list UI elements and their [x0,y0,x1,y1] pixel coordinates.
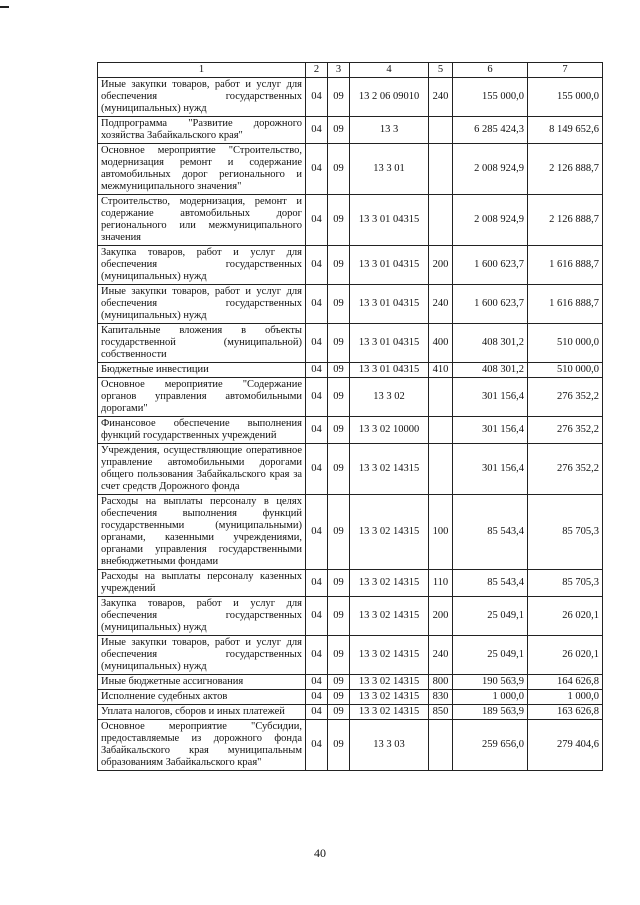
amount-col-6: 301 156,4 [453,444,528,495]
table-row [98,690,603,705]
section-code: 04 [306,636,328,675]
amount-col-7: 26 020,1 [528,636,603,675]
target-article-code: 13 3 02 14315 [350,444,429,495]
table-row [98,597,603,636]
header-cell: 3 [328,63,350,78]
amount-col-6: 1 600 623,7 [453,285,528,324]
expense-type-code [429,117,453,144]
amount-col-7: 26 020,1 [528,597,603,636]
section-code: 04 [306,690,328,705]
amount-col-6: 408 301,2 [453,324,528,363]
row-name: Основное мероприятие "Строительство, модернизация ремонт и содержание автомобильных дорог регионального и межмуниципального значения" [98,144,306,195]
row-name: Строительство, модернизация, ремонт и содержание автомобильных дорог регионального или межмуниципального значения [98,195,306,246]
target-article-code: 13 3 02 14315 [350,705,429,720]
amount-col-7: 2 126 888,7 [528,195,603,246]
header-row [98,63,603,78]
amount-col-6: 85 543,4 [453,495,528,570]
expense-type-code [429,417,453,444]
target-article-code: 13 3 02 14315 [350,636,429,675]
subsection-code: 09 [328,690,350,705]
section-code: 04 [306,675,328,690]
amount-col-7: 85 705,3 [528,495,603,570]
header-cell: 2 [306,63,328,78]
table-row [98,417,603,444]
target-article-code: 13 3 01 04315 [350,285,429,324]
amount-col-6: 2 008 924,9 [453,195,528,246]
table-row [98,705,603,720]
row-name: Иные бюджетные ассигнования [98,675,306,690]
row-name: Бюджетные инвестиции [98,363,306,378]
table-row [98,378,603,417]
header-cell: 1 [98,63,306,78]
section-code: 04 [306,246,328,285]
section-code: 04 [306,597,328,636]
expense-type-code: 850 [429,705,453,720]
row-name: Расходы на выплаты персоналу в целях обеспечения выполнения функций государственными (муниципальными) органами, казенными учреждениями, органами управления государственными внебюджетными фондами [98,495,306,570]
subsection-code: 09 [328,363,350,378]
subsection-code: 09 [328,597,350,636]
target-article-code: 13 3 01 04315 [350,324,429,363]
target-article-code: 13 3 02 [350,378,429,417]
table-row [98,144,603,195]
section-code: 04 [306,417,328,444]
target-article-code: 13 3 02 14315 [350,690,429,705]
amount-col-7: 279 404,6 [528,720,603,771]
table-row [98,720,603,771]
amount-col-7: 164 626,8 [528,675,603,690]
row-name: Исполнение судебных актов [98,690,306,705]
expense-type-code: 240 [429,78,453,117]
row-name: Учреждения, осуществляющие оперативное управление автомобильными дорогами общего пользования Забайкальского края за счет средств Дорожного фонда [98,444,306,495]
row-name: Подпрограмма "Развитие дорожного хозяйства Забайкальского края" [98,117,306,144]
section-code: 04 [306,444,328,495]
table-row [98,495,603,570]
table-row [98,570,603,597]
subsection-code: 09 [328,570,350,597]
expense-type-code: 240 [429,636,453,675]
amount-col-7: 8 149 652,6 [528,117,603,144]
table-row [98,675,603,690]
row-name: Уплата налогов, сборов и иных платежей [98,705,306,720]
target-article-code: 13 3 02 14315 [350,597,429,636]
section-code: 04 [306,378,328,417]
subsection-code: 09 [328,495,350,570]
row-name: Финансовое обеспечение выполнения функций государственных учреждений [98,417,306,444]
header-cell: 6 [453,63,528,78]
amount-col-6: 85 543,4 [453,570,528,597]
expense-type-code: 400 [429,324,453,363]
subsection-code: 09 [328,675,350,690]
expense-type-code: 800 [429,675,453,690]
expense-type-code [429,195,453,246]
amount-col-6: 259 656,0 [453,720,528,771]
target-article-code: 13 3 01 04315 [350,195,429,246]
amount-col-7: 276 352,2 [528,444,603,495]
row-name: Иные закупки товаров, работ и услуг для обеспечения государственных (муниципальных) нужд [98,285,306,324]
amount-col-6: 408 301,2 [453,363,528,378]
expense-type-code: 100 [429,495,453,570]
table-row [98,195,603,246]
section-code: 04 [306,570,328,597]
row-name: Расходы на выплаты персоналу казенных учреждений [98,570,306,597]
amount-col-7: 510 000,0 [528,363,603,378]
amount-col-6: 2 008 924,9 [453,144,528,195]
subsection-code: 09 [328,78,350,117]
table-row [98,285,603,324]
subsection-code: 09 [328,117,350,144]
section-code: 04 [306,117,328,144]
target-article-code: 13 3 02 14315 [350,495,429,570]
target-article-code: 13 3 [350,117,429,144]
amount-col-7: 1 616 888,7 [528,285,603,324]
amount-col-7: 1 000,0 [528,690,603,705]
expense-type-code: 240 [429,285,453,324]
target-article-code: 13 3 02 14315 [350,675,429,690]
expense-type-code: 200 [429,246,453,285]
table-row [98,636,603,675]
subsection-code: 09 [328,417,350,444]
header-cell: 7 [528,63,603,78]
page-edge-mark [0,6,9,8]
amount-col-6: 6 285 424,3 [453,117,528,144]
subsection-code: 09 [328,144,350,195]
expense-type-code [429,444,453,495]
section-code: 04 [306,324,328,363]
row-name: Основное мероприятие "Содержание органов управления автомобильными дорогами" [98,378,306,417]
section-code: 04 [306,195,328,246]
amount-col-6: 190 563,9 [453,675,528,690]
expense-type-code: 830 [429,690,453,705]
amount-col-7: 155 000,0 [528,78,603,117]
target-article-code: 13 3 02 10000 [350,417,429,444]
amount-col-6: 1 000,0 [453,690,528,705]
section-code: 04 [306,78,328,117]
amount-col-7: 163 626,8 [528,705,603,720]
row-name: Основное мероприятие "Субсидии, предоставляемые из дорожного фонда Забайкальского края муниципальным образованиям Забайкальского края" [98,720,306,771]
expense-type-code [429,378,453,417]
expense-type-code: 110 [429,570,453,597]
expense-type-code [429,720,453,771]
header-cell: 4 [350,63,429,78]
section-code: 04 [306,495,328,570]
expense-type-code [429,144,453,195]
subsection-code: 09 [328,195,350,246]
expense-type-code: 200 [429,597,453,636]
page-number: 40 [314,846,326,860]
row-name: Закупка товаров, работ и услуг для обеспечения государственных (муниципальных) нужд [98,246,306,285]
target-article-code: 13 3 03 [350,720,429,771]
amount-col-6: 189 563,9 [453,705,528,720]
subsection-code: 09 [328,246,350,285]
row-name: Капитальные вложения в объекты государственной (муниципальной) собственности [98,324,306,363]
subsection-code: 09 [328,720,350,771]
amount-col-6: 1 600 623,7 [453,246,528,285]
amount-col-6: 301 156,4 [453,417,528,444]
subsection-code: 09 [328,444,350,495]
section-code: 04 [306,144,328,195]
amount-col-7: 1 616 888,7 [528,246,603,285]
expense-type-code: 410 [429,363,453,378]
amount-col-7: 85 705,3 [528,570,603,597]
amount-col-7: 510 000,0 [528,324,603,363]
target-article-code: 13 3 01 [350,144,429,195]
table-row [98,444,603,495]
amount-col-6: 25 049,1 [453,636,528,675]
amount-col-7: 2 126 888,7 [528,144,603,195]
table-row [98,117,603,144]
budget-table [97,62,603,771]
subsection-code: 09 [328,285,350,324]
row-name: Иные закупки товаров, работ и услуг для обеспечения государственных (муниципальных) нужд [98,636,306,675]
table-row [98,78,603,117]
amount-col-7: 276 352,2 [528,378,603,417]
subsection-code: 09 [328,705,350,720]
target-article-code: 13 3 01 04315 [350,363,429,378]
amount-col-7: 276 352,2 [528,417,603,444]
table-row [98,246,603,285]
header-cell: 5 [429,63,453,78]
section-code: 04 [306,705,328,720]
target-article-code: 13 3 01 04315 [350,246,429,285]
section-code: 04 [306,720,328,771]
section-code: 04 [306,285,328,324]
table-row [98,363,603,378]
section-code: 04 [306,363,328,378]
amount-col-6: 155 000,0 [453,78,528,117]
target-article-code: 13 3 02 14315 [350,570,429,597]
row-name: Иные закупки товаров, работ и услуг для обеспечения государственных (муниципальных) нужд [98,78,306,117]
table-row [98,324,603,363]
amount-col-6: 301 156,4 [453,378,528,417]
subsection-code: 09 [328,378,350,417]
target-article-code: 13 2 06 09010 [350,78,429,117]
row-name: Закупка товаров, работ и услуг для обеспечения государственных (муниципальных) нужд [98,597,306,636]
amount-col-6: 25 049,1 [453,597,528,636]
subsection-code: 09 [328,324,350,363]
subsection-code: 09 [328,636,350,675]
